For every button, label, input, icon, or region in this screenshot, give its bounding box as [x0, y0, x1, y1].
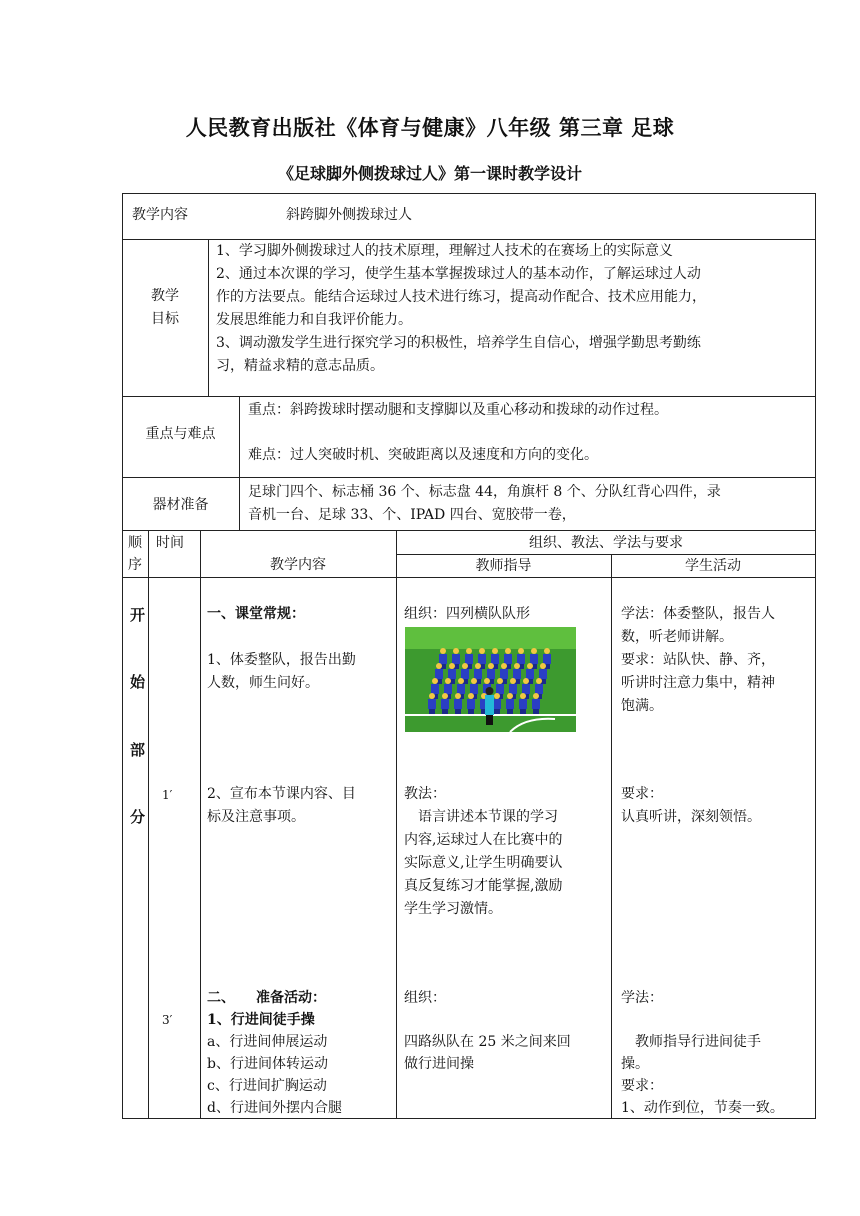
- r2-student-line-2: 认真听讲，深刻领悟。: [621, 809, 761, 825]
- goals-line-3: 作的方法要点。能结合运球过人技术进行练习，提高动作配合、技术应用能力，: [216, 289, 706, 305]
- phase-char-3: 部: [130, 741, 146, 759]
- r2-teacher-line-2: 语言讲述本节课的学习: [404, 809, 558, 825]
- r3-teacher-line-4: 做行进间操: [404, 1056, 474, 1072]
- keypoints-difficulty: 难点：过人突破时机、突破距离以及速度和方向的变化。: [248, 447, 598, 463]
- r2-teacher-line-3: 内容,运球过人在比赛中的: [404, 832, 563, 848]
- header-teacher: 教师指导: [475, 558, 532, 574]
- r2-item-line-2: 标及注意事项。: [207, 809, 305, 825]
- r1-item-line-1: 1、体委整队，报告出勤: [207, 652, 356, 668]
- r3-item-b: b、行进间体转运动: [207, 1056, 328, 1072]
- r2-time: 1′: [162, 788, 173, 802]
- r3-heading: 二、 准备活动：: [207, 990, 326, 1006]
- r2-teacher-line-1: 教法：: [404, 786, 446, 802]
- goals-line-1: 1、学习脚外侧拨球过人的技术原理，理解过人技术的在赛场上的实际意义: [216, 243, 673, 259]
- r2-teacher-line-6: 学生学习激情。: [404, 901, 502, 917]
- content-label: 教学内容: [132, 207, 188, 223]
- r3-student-line-4: 操。: [621, 1056, 649, 1072]
- keypoints-label: 重点与难点: [145, 426, 216, 442]
- header-time: 时间: [156, 535, 184, 551]
- r1-student-line-2: 数，听老师讲解。: [621, 629, 733, 645]
- phase-char-4: 分: [130, 808, 146, 826]
- goals-line-6: 习，精益求精的意志品质。: [216, 358, 384, 374]
- r2-item-line-1: 2、宣布本节课内容、目: [207, 786, 356, 802]
- header-content: 教学内容: [270, 557, 326, 573]
- formation-photo: [405, 627, 576, 732]
- goals-label-1: 教学: [151, 288, 179, 304]
- r3-item-c: c、行进间扩胸运动: [207, 1078, 327, 1094]
- r1-student-line-1: 学法：体委整队，报告人: [621, 606, 775, 622]
- r3-student-line-6: 1、动作到位，节奏一致。: [621, 1100, 784, 1116]
- r1-student-line-3: 要求：站队快、静、齐，: [621, 652, 775, 668]
- r3-student-line-1: 学法：: [621, 990, 663, 1006]
- phase-char-1: 开: [130, 606, 146, 624]
- r3-item-d: d、行进间外摆内合腿: [207, 1100, 342, 1116]
- r3-item-a: a、行进间伸展运动: [207, 1034, 328, 1050]
- content-value: 斜跨脚外侧拨球过人: [286, 207, 412, 223]
- r3-time: 3′: [162, 1013, 173, 1027]
- goals-line-2: 2、通过本次课的学习，使学生基本掌握拨球过人的基本动作，了解运球过人动: [216, 266, 701, 282]
- r1-student-line-5: 饱满。: [621, 698, 663, 714]
- r3-teacher-line-3: 四路纵队在 25 米之间来回: [404, 1034, 571, 1050]
- goals-line-5: 3、调动激发学生进行探究学习的积极性，培养学生自信心，增强学勤思考勤练: [216, 335, 701, 351]
- r2-student-line-1: 要求：: [621, 786, 663, 802]
- header-group: 组织、教法、学法与要求: [529, 535, 683, 551]
- r3-student-line-5: 要求：: [621, 1078, 663, 1094]
- r1-heading: 一、课堂常规：: [207, 606, 305, 622]
- equipment-label: 器材准备: [152, 497, 209, 513]
- header-order-2: 序: [128, 557, 142, 573]
- equipment-line-2: 音机一台、足球 33、个、IPAD 四台、宽胶带一卷，: [248, 507, 576, 523]
- document-title: 人民教育出版社《体育与健康》八年级 第三章 足球: [185, 115, 675, 140]
- r1-teacher: 组织：四列横队队形: [404, 606, 530, 622]
- equipment-line-1: 足球门四个、标志桶 36 个、标志盘 44，角旗杆 8 个、分队红背心四件，录: [248, 484, 721, 500]
- goals-line-4: 发展思维能力和自我评价能力。: [216, 312, 412, 328]
- r3-student-line-3: 教师指导行进间徒手: [621, 1034, 761, 1050]
- r2-teacher-line-4: 实际意义,让学生明确要认: [404, 855, 563, 871]
- header-order-1: 顺: [128, 535, 142, 551]
- r3-sub: 1、行进间徒手操: [207, 1012, 315, 1028]
- r3-teacher-line-1: 组织：: [404, 990, 446, 1006]
- keypoints-key: 重点：斜跨拨球时摆动腿和支撑脚以及重心移动和拨球的动作过程。: [248, 402, 668, 418]
- goals-label-2: 目标: [151, 311, 179, 327]
- header-student: 学生活动: [685, 558, 741, 574]
- phase-char-2: 始: [130, 673, 146, 691]
- lesson-subtitle: 《足球脚外侧拨球过人》第一课时教学设计: [277, 164, 582, 183]
- r1-student-line-4: 听讲时注意力集中，精神: [621, 675, 775, 691]
- r2-teacher-line-5: 真反复练习才能掌握,激励: [404, 878, 563, 894]
- r1-item-line-2: 人数，师生问好。: [207, 675, 319, 691]
